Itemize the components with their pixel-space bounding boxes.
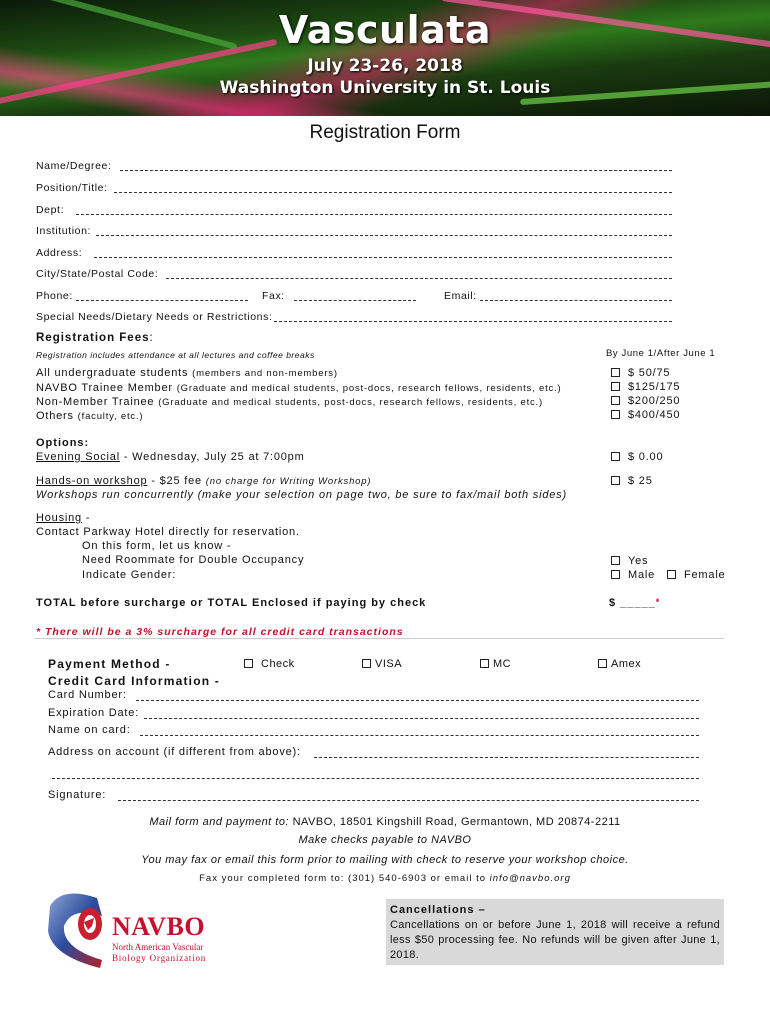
special-needs-field[interactable]	[274, 321, 672, 322]
name-on-card-label: Name on card:	[48, 724, 131, 736]
fee-row: All undergraduate students (members and non-members)	[36, 367, 338, 379]
fees-column-header: By June 1/After June 1	[606, 348, 716, 359]
fax-field[interactable]	[294, 300, 416, 301]
fax-email-note: You may fax or email this form prior to mailing with check to reserve your workshop choice.	[141, 854, 629, 866]
payment-amex[interactable]: Amex	[598, 658, 641, 670]
housing-line: On this form, let us know -	[82, 540, 232, 552]
total-value[interactable]: $ _____*	[609, 597, 661, 609]
card-number-field[interactable]	[136, 700, 699, 701]
name-label: Name/Degree:	[36, 160, 112, 172]
event-title: Vasculata	[278, 8, 492, 52]
expiration-field[interactable]	[144, 718, 699, 719]
logo-line2: Biology Organization	[112, 953, 207, 963]
fee-option[interactable]: $125/175	[611, 381, 680, 393]
credit-card-heading: Credit Card Information -	[48, 674, 221, 688]
checkbox[interactable]	[598, 659, 607, 668]
total-label: TOTAL before surcharge or TOTAL Enclosed if paying by check	[36, 597, 427, 609]
fee-row: Non-Member Trainee (Graduate and medical students, post-docs, research fellows, residents, etc.)	[36, 396, 543, 408]
fees-note: Registration includes attendance at all lectures and coffee breaks	[36, 350, 315, 360]
checkbox[interactable]	[611, 570, 620, 579]
payment-check[interactable]: Check	[244, 658, 295, 670]
workshop-option[interactable]: $ 25	[611, 475, 653, 487]
name-on-card-field[interactable]	[140, 735, 699, 736]
checkbox[interactable]	[480, 659, 489, 668]
housing-line: Need Roommate for Double Occupancy	[82, 554, 305, 566]
logo-acronym: NAVBO	[112, 912, 206, 941]
navbo-logo	[42, 886, 222, 970]
options-heading: Options:	[36, 437, 90, 449]
roommate-yes[interactable]: Yes	[611, 555, 648, 567]
special-needs-label: Special Needs/Dietary Needs or Restrictions:	[36, 311, 273, 323]
address-on-account-field-2[interactable]	[52, 778, 699, 779]
checks-payable: Make checks payable to NAVBO	[298, 834, 472, 846]
checkbox[interactable]	[611, 452, 620, 461]
fee-option[interactable]: $ 50/75	[611, 367, 670, 379]
workshop: Hands-on workshop - $25 fee (no charge for Writing Workshop)	[36, 475, 372, 487]
institution-field[interactable]	[96, 235, 672, 236]
surcharge-note: * There will be a 3% surcharge for all credit card transactions	[36, 626, 404, 638]
checkbox[interactable]	[611, 368, 620, 377]
checkbox[interactable]	[611, 556, 620, 565]
cancellations-text: Cancellations on or before June 1, 2018 will receive a refund less $50 processing fee. No refunds will be given after June 1, 2018.	[390, 919, 720, 961]
address-label: Address:	[36, 247, 83, 259]
header-banner	[0, 0, 770, 116]
position-field[interactable]	[114, 192, 672, 193]
housing-line: Indicate Gender:	[82, 569, 177, 581]
mail-instructions: Mail form and payment to: NAVBO, 18501 Kingshill Road, Germantown, MD 20874-2211	[149, 816, 621, 828]
institution-label: Institution:	[36, 225, 92, 237]
fee-option[interactable]: $200/250	[611, 395, 680, 407]
signature-label: Signature:	[48, 789, 107, 801]
position-label: Position/Title:	[36, 182, 108, 194]
cancellations-heading: Cancellations –	[390, 904, 486, 916]
email-field[interactable]	[480, 300, 672, 301]
checkbox[interactable]	[611, 476, 620, 485]
phone-field[interactable]	[76, 300, 248, 301]
name-field[interactable]	[120, 170, 672, 171]
signature-field[interactable]	[118, 800, 699, 801]
gender-male[interactable]: Male	[611, 569, 655, 581]
evening-social: Evening Social - Wednesday, July 25 at 7:00pm	[36, 451, 305, 463]
payment-visa[interactable]: VISA	[362, 658, 402, 670]
form-title: Registration Form	[309, 122, 461, 143]
checkbox[interactable]	[611, 382, 620, 391]
fees-heading: Registration Fees:	[36, 332, 154, 344]
address-on-account-label: Address on account (if different from above):	[48, 746, 301, 758]
fee-row: Others (faculty, etc.)	[36, 410, 144, 422]
dept-label: Dept:	[36, 204, 65, 216]
expiration-label: Expiration Date:	[48, 707, 140, 719]
checkbox[interactable]	[667, 570, 676, 579]
checkbox[interactable]	[611, 396, 620, 405]
address-on-account-field[interactable]	[314, 757, 699, 758]
checkbox[interactable]	[611, 410, 620, 419]
fee-row: NAVBO Trainee Member (Graduate and medical students, post-docs, research fellows, residents, etc.)	[36, 382, 562, 394]
gender-female[interactable]: Female	[667, 569, 725, 581]
checkbox[interactable]	[362, 659, 371, 668]
logo-line1: North American Vascular	[112, 942, 204, 952]
social-option[interactable]: $ 0.00	[611, 451, 663, 463]
housing-heading: Housing -	[36, 512, 91, 524]
event-venue: Washington University in St. Louis	[219, 78, 551, 98]
city-field[interactable]	[166, 278, 672, 279]
fee-option[interactable]: $400/450	[611, 409, 680, 421]
address-field[interactable]	[94, 257, 672, 258]
fax-label: Fax:	[262, 290, 285, 302]
divider	[34, 638, 724, 639]
card-number-label: Card Number:	[48, 689, 127, 701]
event-dates: July 23-26, 2018	[307, 56, 463, 76]
dept-field[interactable]	[76, 214, 672, 215]
checkbox[interactable]	[244, 659, 253, 668]
payment-method-heading: Payment Method -	[48, 657, 171, 671]
email-label: Email:	[444, 290, 477, 302]
payment-mc[interactable]: MC	[480, 658, 511, 670]
cancellations-box	[386, 899, 724, 965]
fax-line: Fax your completed form to: (301) 540-6903 or email to info@navbo.org	[199, 873, 571, 884]
city-label: City/State/Postal Code:	[36, 268, 159, 280]
workshop-note: Workshops run concurrently (make your selection on page two, be sure to fax/mail both sides)	[36, 489, 567, 501]
phone-label: Phone:	[36, 290, 73, 302]
housing-line: Contact Parkway Hotel directly for reservation.	[36, 526, 300, 538]
